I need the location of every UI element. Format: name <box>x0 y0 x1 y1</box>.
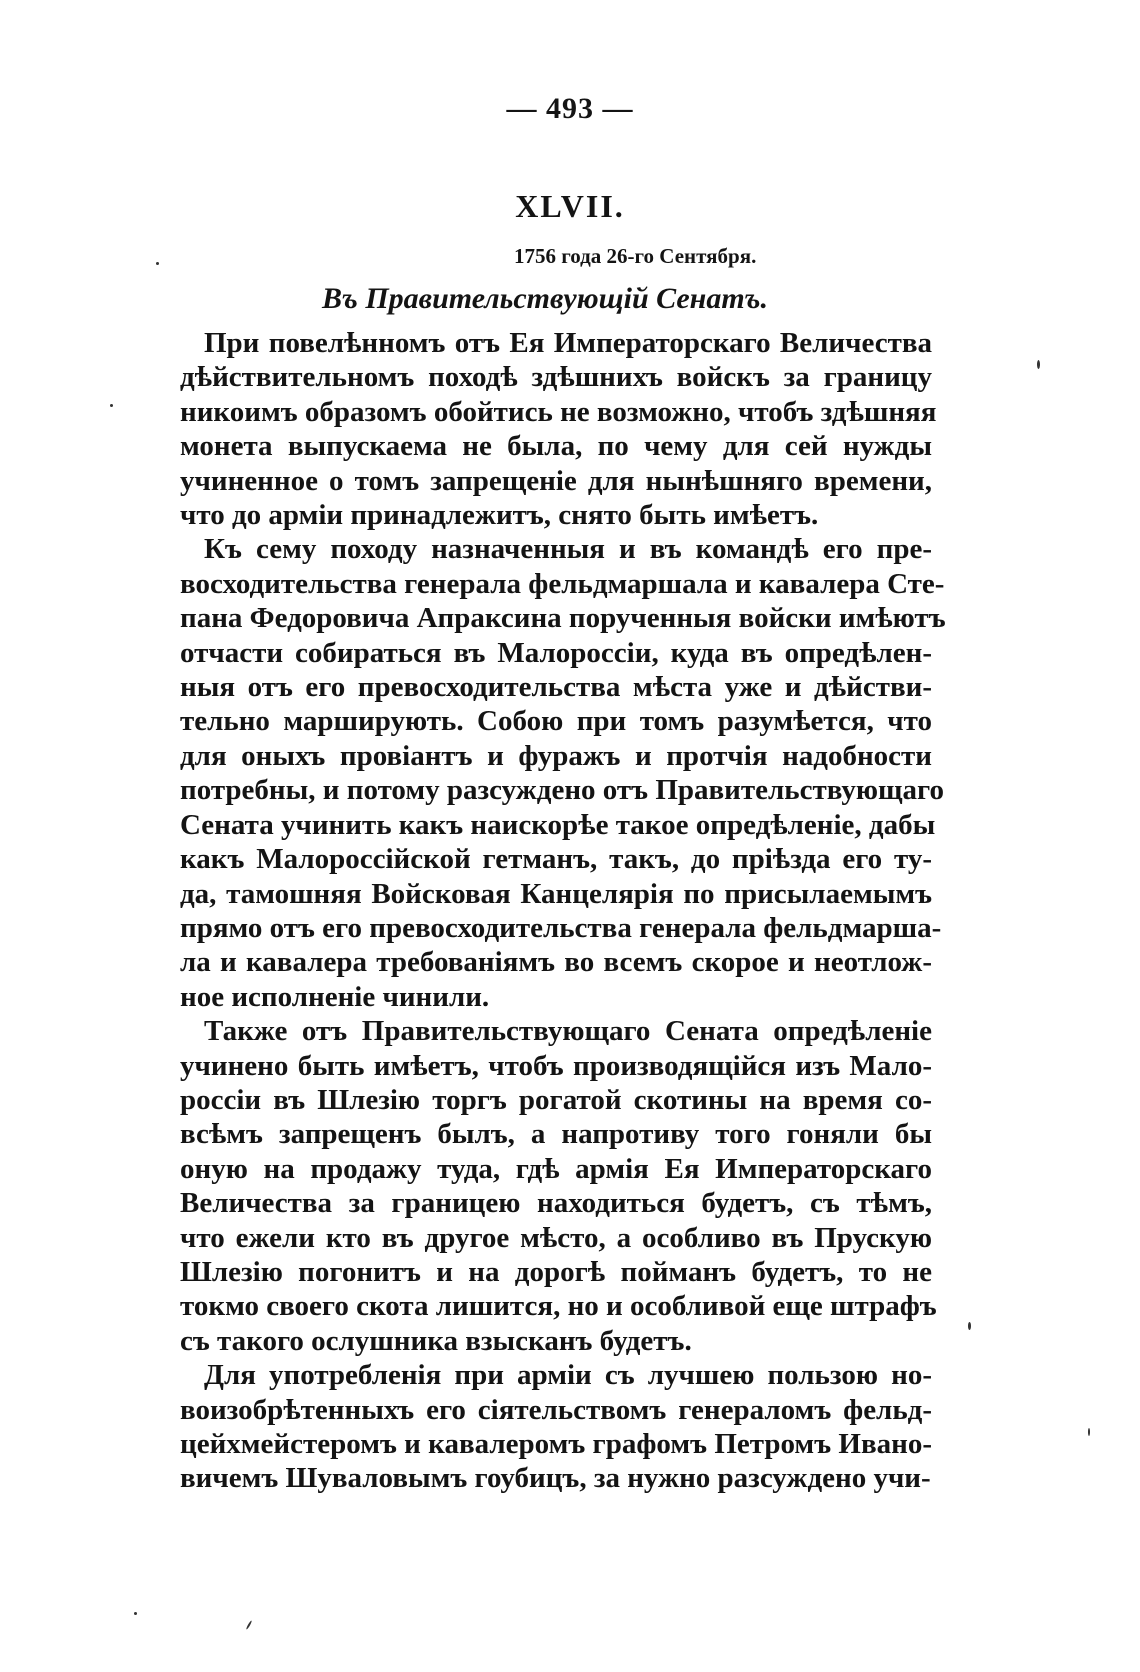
text-line: что до арміи принадлежитъ, снято быть имѣетъ. <box>180 499 819 532</box>
scan-speck <box>1037 360 1040 369</box>
body-text <box>150 326 946 1496</box>
scan-speck <box>156 262 159 265</box>
text-line: для оныхъ провіантъ и фуражъ и протчія надобности <box>180 739 932 772</box>
scan-speck <box>110 404 113 407</box>
text-line: никоимъ образомъ обойтись не возможно, чтобъ здѣшняя <box>180 395 937 428</box>
text-line: да, тамошняя Войсковая Канцелярія по присылаемымъ <box>180 877 932 910</box>
text-line: Для употребленія при арміи съ лучшею пользою но- <box>204 1359 932 1392</box>
text-line: вичемъ Шуваловымъ гоубицъ, за нужно разсуждено учи- <box>180 1462 931 1495</box>
text-line: цейхмейстеромъ и кавалеромъ графомъ Петромъ Ивано- <box>180 1428 932 1460</box>
paragraph <box>150 326 937 532</box>
text-line: пана Федоровича Апраксина порученныя войски имѣютъ <box>180 602 946 635</box>
section-heading: XLVII. <box>515 188 625 224</box>
text-line: При повелѣнномъ отъ Ея Императорскаго Величества <box>204 327 932 359</box>
paragraph <box>150 1014 937 1358</box>
text-line: учинено быть имѣетъ, чтобъ производящійся изъ Мало- <box>180 1049 932 1082</box>
text-line: что ежели кто въ другое мѣсто, а особливо въ Прускую <box>180 1221 932 1254</box>
text-line: Сената учинить какъ наискорѣе такое опредѣленіе, дабы <box>180 808 936 841</box>
addressee-heading: Въ Правительствующій Сенатъ. <box>322 282 768 315</box>
text-line: токмо своего скота лишится, но и особливой еще штрафъ <box>180 1290 937 1323</box>
text-line: монета выпускаема не была, по чему для сей нужды <box>180 430 932 463</box>
scan-speck <box>246 1620 253 1630</box>
text-line: всѣмъ запрещенъ былъ, а напротиву того гоняли бы <box>180 1118 932 1151</box>
document-date: 1756 года 26-го Сентября. <box>514 244 757 268</box>
text-line: Величества за границею находиться будетъ, съ тѣмъ, <box>180 1187 932 1220</box>
scan-speck <box>968 1322 971 1330</box>
text-line: россіи въ Шлезію торгъ рогатой скотины на время со- <box>180 1083 932 1116</box>
text-line: воизобрѣтенныхъ его сіятельствомъ генераломъ фельд- <box>180 1393 932 1426</box>
page-number: — 493 — <box>506 92 634 125</box>
text-line: отчасти собираться въ Малороссіи, куда въ опредѣлен- <box>180 636 932 669</box>
text-line: ла и кавалера требованіямъ во всемъ скорое и неотлож- <box>180 946 932 979</box>
text-line: оную на продажу туда, гдѣ армія Ея Императорскаго <box>180 1152 932 1185</box>
scan-speck <box>134 1612 137 1615</box>
text-line: потребны, и потому разсуждено отъ Правительствующаго <box>180 774 944 807</box>
text-line: прямо отъ его превосходительства генерала фельдмарша- <box>180 911 942 944</box>
text-line: ныя отъ его превосходительства мѣста уже и дѣйстви- <box>180 671 932 704</box>
text-line: дѣйствительномъ походѣ здѣшнихъ войскъ за границу <box>180 361 932 394</box>
text-line: тельно марширують. Собою при томъ разумѣется, что <box>180 705 932 738</box>
paragraph <box>150 1358 932 1496</box>
text-line: учиненное о томъ запрещеніе для нынѣшняго времени, <box>180 464 932 497</box>
text-line: восходительства генерала фельдмаршала и кавалера Сте- <box>180 567 945 600</box>
text-line: Также отъ Правительствующаго Сената опредѣленіе <box>204 1015 932 1048</box>
text-line: Шлезію погонитъ и на дорогѣ пойманъ будетъ, то не <box>180 1255 932 1288</box>
text-line: ное исполненіе чинили. <box>180 980 490 1013</box>
paragraph <box>150 532 946 1014</box>
text-line: какъ Малороссійской гетманъ, такъ, до пріѣзда его ту- <box>180 843 932 876</box>
scan-speck <box>1088 1428 1090 1436</box>
text-line: Къ сему походу назначенныя и въ командѣ его пре- <box>204 533 932 566</box>
text-line: съ такого ослушника взысканъ будетъ. <box>180 1324 692 1357</box>
